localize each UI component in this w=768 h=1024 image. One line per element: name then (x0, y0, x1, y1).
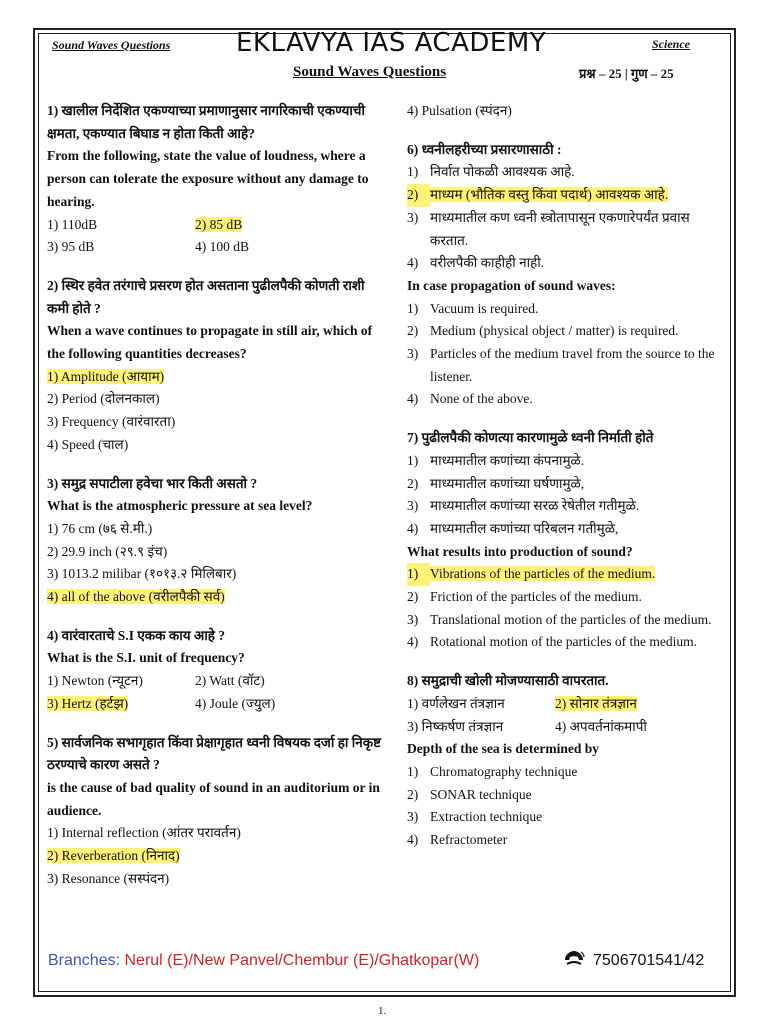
q6-en-option-3: Particles of the medium travel from the source to the listener. (430, 346, 715, 384)
right-column: 4) Pulsation (स्पंदन) 6) ध्वनीलहरीच्या प्रसारणासाठी : 1) निर्वात पोकळी आवश्यक आहे. 2) माध्यम (भौतिक वस्तु किंवा पदार्थ) आवश्यक आहे. 3) माध्यमातील कण ध्वनी स्त्रोतापासून एकणारेपर्यंत प्रवास करतात. 4) वरीलपैकी काहीही नाही. In case propagation of sound waves: 1) Vacuum is required. 2) Medium (physical object / matter) is required. 3) Particles of the medium travel from the source to the listener. 4) None of the above. 7) पुढीलपैकी कोणत्या कारणामुळे ध्वनी निर्माती होते 1) माध्यमातील कणांच्या कंपनामुळे. 2) माध्यमातील कणांच्या घर्षणामुळे, 3) माध्यमातील कणांच्या सरळ रेषेतील गतीमुळे. 4) माध्यमातील कणांच्या परिबलन गतीमुळे, What results into production of sound? 1) Vibrations of the particles of the medium. 2) Friction of the particles of the medium. 3) Translational motion of the particles of the medium. 4) Rotational motion of the particles of the medium. 8) समुद्राची खोली मोजण्यासाठी वापरतात. 1) वर्णलेखन तंत्रज्ञान 2) सोनार तंत्रज्ञान 3) निष्कर्षण तंत्रज्ञान 4) अपवर्तनांकमापी Depth of the sea is determined by 1) Chromatography technique 2) SONAR technique 3) Extraction technique 4) Refractometer (407, 100, 717, 852)
q7-en-option-3: Translational motion of the particles of the medium. (430, 611, 712, 627)
q8-mr-option-3: 3) निष्कर्षण तंत्रज्ञान (407, 718, 504, 734)
q4-option-2: 2) Watt (वॉट) (195, 673, 265, 689)
q7-mr-option-1: माध्यमातील कणांच्या कंपनामुळे. (430, 452, 585, 468)
q5-option-3: 3) Resonance (सस्पंदन) (47, 870, 170, 886)
q2-marathi: 2) स्थिर हवेत तरंगाचे प्रसरण होत असताना पुढीलपैकी कोणती राशी कमी होते ? (47, 277, 365, 316)
left-column (47, 100, 387, 891)
q1-option-2-answer: 2) 85 dB (195, 216, 243, 232)
q8-english: Depth of the sea is determined by (407, 741, 599, 757)
q6-marathi: 6) ध्वनीलहरीच्या प्रसारणासाठी : (407, 141, 562, 157)
q4-option-1: 1) Newton (न्यूटन) (47, 673, 143, 689)
q2-option-2: 2) Period (दोलनकाल) (47, 391, 160, 407)
page-title: EKLAVYA IAS ACADEMY (236, 28, 547, 58)
q8-en-option-1: Chromatography technique (430, 763, 578, 779)
q8-mr-option-2-answer: 2) सोनार तंत्रज्ञान (555, 695, 637, 711)
q7-en-option-4: Rotational motion of the particles of the medium. (430, 634, 697, 650)
q4-marathi: 4) वारंवारताचे S.I एकक काय आहे ? (47, 627, 226, 643)
q8-mr-option-1: 1) वर्णलेखन तंत्रज्ञान (407, 695, 505, 711)
q3-option-3: 3) 1013.2 milibar (१०१३.२ मिलिबार) (47, 566, 237, 582)
q2-option-4: 4) Speed (चाल) (47, 436, 129, 452)
q3-marathi: 3) समुद्र सपाटीला हवेचा भार किती असतो ? (47, 475, 258, 491)
q2-option-1-answer: 1) Amplitude (आयाम) (47, 368, 165, 384)
header-left: Sound Waves Questions (52, 38, 171, 52)
q7-english: What results into production of sound? (407, 543, 633, 559)
q8-en-option-3: Extraction technique (430, 809, 543, 825)
q3-option-1: 1) 76 cm (७६ से.मी.) (47, 520, 153, 536)
q8-mr-option-4: 4) अपवर्तनांकमापी (555, 718, 647, 734)
q1-options-row2 (47, 236, 387, 259)
q4-english: What is the S.I. unit of frequency? (47, 650, 245, 666)
q2-option-3: 3) Frequency (वारंवारता) (47, 414, 176, 430)
q1-marathi: 1) खालील निर्देशित एकण्याच्या प्रमाणानुसार नागरिकाची एकण्याची क्षमता, एकण्यात बिघाड न होता किती आहे? (47, 103, 365, 141)
q7-en-option-1-answer: Vibrations of the particles of the medium. (430, 566, 656, 582)
q8-en-option-4: Refractometer (430, 832, 508, 848)
q8-marathi: 8) समुद्राची खोली मोजण्यासाठी वापरतात. (407, 673, 609, 689)
q7-mr-option-3: माध्यमातील कणांच्या सरळ रेषेतील गतीमुळे. (430, 498, 640, 514)
q7-mr-option-4: माध्यमातील कणांच्या परिबलन गतीमुळे, (430, 520, 619, 536)
q1-option-4: 4) 100 dB (195, 239, 249, 255)
q1-english: From the following, state the value of loudness, where a person can tolerate the exposure without any damage to hearing. (47, 148, 369, 209)
branches-label: Branches: (48, 952, 121, 969)
q4-options-row1 (47, 670, 387, 693)
q3-option-4-answer: 4) all of the above (वरीलपैकी सर्व) (47, 589, 225, 605)
q7-mr-option-2: माध्यमातील कणांच्या घर्षणामुळे, (430, 475, 585, 491)
q8-en-option-2: SONAR technique (430, 786, 532, 802)
q6-en-option-2: Medium (physical object / matter) is required. (430, 323, 679, 339)
phone-icon (561, 948, 587, 968)
q6-en-option-1: Vacuum is required. (430, 300, 539, 316)
marks-info: प्रश्न – 25 | गुण – 25 (579, 66, 674, 81)
branches-line (48, 952, 479, 970)
q4-option-3-answer: 3) Hertz (हर्टझ) (47, 695, 129, 711)
q3-english: What is the atmospheric pressure at sea level? (47, 498, 313, 514)
branches-list: Nerul (E)/New Panvel/Chembur (E)/Ghatkopar(W) (124, 952, 480, 969)
header-right: Science (652, 37, 690, 51)
q4-options-row2 (47, 693, 387, 716)
q4-option-4: 4) Joule (ज्युल) (195, 695, 276, 711)
q5-marathi: 5) सार्वजनिक सभागृहात किंवा प्रेक्षागृहात ध्वनी विषयक दर्जा हा निकृष्ट ठरण्याचे कारण असते ? (47, 734, 382, 773)
q6-mr-option-3: माध्यमातील कण ध्वनी स्त्रोतापासून एकणारेपर्यंत प्रवास करतात. (430, 209, 690, 248)
q7-marathi: 7) पुढीलपैकी कोणत्या कारणामुळे ध्वनी निर्माती होते (407, 430, 654, 446)
q5-english: is the cause of bad quality of sound in an auditorium or in audience. (47, 779, 380, 818)
q5-option-4: 4) Pulsation (स्पंदन) (407, 103, 512, 118)
q6-mr-option-2-answer: माध्यम (भौतिक वस्तु किंवा पदार्थ) आवश्यक आहे. (430, 187, 669, 203)
phone-number: 7506701541/42 (593, 952, 705, 969)
q7-en-option-2: Friction of the particles of the medium. (430, 589, 642, 605)
q5-option-1: 1) Internal reflection (आंतर परावर्तन) (47, 825, 241, 841)
q1-options-row1 (47, 214, 387, 237)
q5-option-2-answer: 2) Reverberation (निनाद) (47, 848, 180, 864)
q1-option-3: 3) 95 dB (47, 239, 95, 255)
q3-option-2: 2) 29.9 inch (२९.९ इंच) (47, 543, 168, 559)
q2-english: When a wave continues to propagate in still air, which of the following quantities decreases? (47, 323, 373, 362)
q6-en-option-4: None of the above. (430, 391, 533, 407)
q1-option-1: 1) 110dB (47, 216, 98, 232)
page-subtitle: Sound Waves Questions (293, 64, 447, 80)
page-number: 1. (378, 1005, 387, 1017)
q6-mr-option-4: वरीलपैकी काहीही नाही. (430, 255, 545, 271)
q6-mr-option-1: निर्वात पोकळी आवश्यक आहे. (430, 164, 575, 180)
q6-english: In case propagation of sound waves: (407, 277, 616, 293)
